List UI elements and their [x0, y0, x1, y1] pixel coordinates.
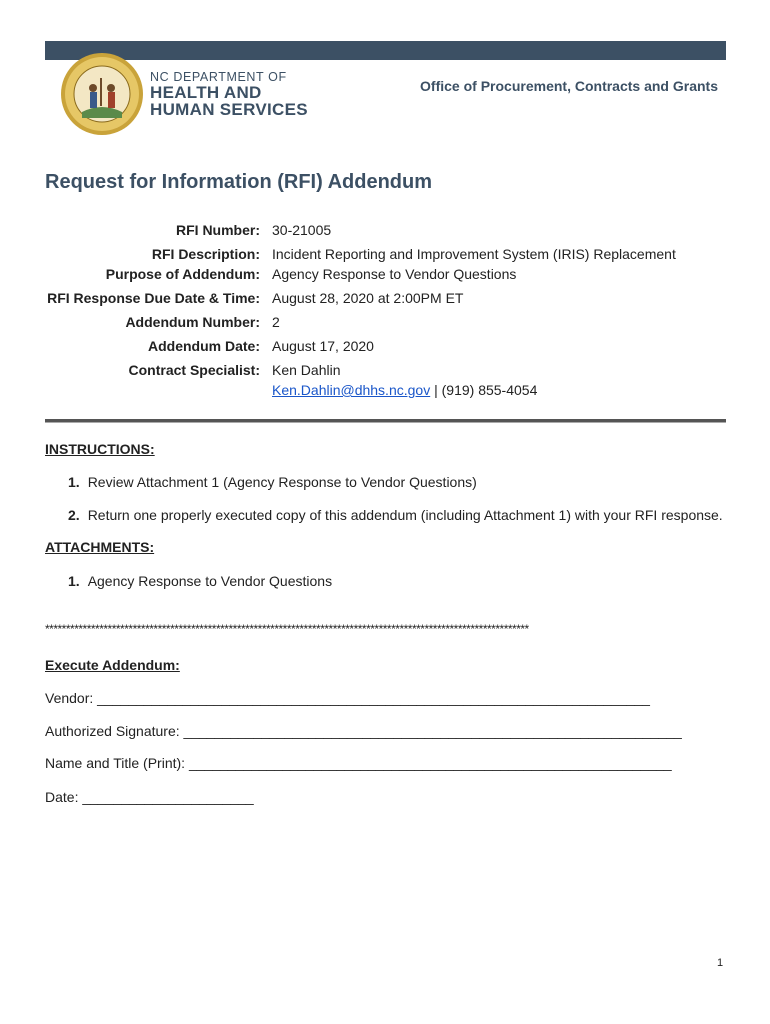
instruction-text: Review Attachment 1 (Agency Response to Vendor Questions) — [87, 474, 477, 490]
office-name: Office of Procurement, Contracts and Grants — [420, 78, 718, 94]
addendum-date-label: Addendum Date: — [148, 338, 260, 354]
attachment-item — [68, 573, 332, 589]
name-title-field: Name and Title (Print): ______________________________________________________________ — [45, 755, 672, 771]
specialist-name: Ken Dahlin — [272, 362, 341, 378]
rfi-description-value: Incident Reporting and Improvement System (IRIS) Replacement — [272, 246, 676, 262]
addendum-date-row — [45, 336, 725, 356]
authorized-signature-field: Authorized Signature: ________________________________________________________________ — [45, 723, 682, 739]
date-field: Date: ______________________ — [45, 789, 254, 805]
header-bar — [45, 41, 726, 60]
due-date-value: August 28, 2020 at 2:00PM ET — [272, 290, 464, 306]
contract-specialist-label: Contract Specialist: — [128, 362, 260, 378]
due-date-row — [45, 288, 725, 308]
addendum-number-value: 2 — [272, 314, 280, 330]
instruction-text: Return one properly executed copy of this addendum (including Attachment 1) with your RFI response. — [87, 507, 723, 523]
attachment-text: Agency Response to Vendor Questions — [87, 573, 333, 589]
instruction-item — [68, 507, 723, 523]
dept-line-2: HEALTH AND — [150, 82, 262, 102]
rfi-number-row — [45, 220, 725, 240]
rfi-description-row — [45, 244, 725, 264]
page-number: 1 — [717, 957, 724, 969]
instruction-number: 2. — [68, 507, 80, 523]
addendum-number-row — [45, 312, 725, 332]
dept-line-3: HUMAN SERVICES — [150, 99, 308, 119]
rfi-info-table — [45, 220, 725, 400]
vendor-field: Vendor: _______________________________________________________________________ — [45, 690, 650, 706]
specialist-email-link[interactable]: Ken.Dahlin@dhhs.nc.gov — [272, 382, 431, 398]
specialist-contact — [272, 380, 725, 400]
purpose-label: Purpose of Addendum: — [105, 266, 260, 282]
contract-specialist-row — [45, 360, 725, 400]
page-title: Request for Information (RFI) Addendum — [45, 171, 433, 193]
nc-state-seal-icon — [60, 52, 144, 136]
department-name — [150, 71, 308, 118]
section-divider — [45, 419, 726, 423]
instruction-number: 1. — [68, 474, 80, 490]
specialist-phone: | (919) 855-4054 — [430, 382, 538, 398]
instruction-item — [68, 474, 477, 490]
rfi-number-label: RFI Number: — [176, 222, 260, 238]
purpose-value: Agency Response to Vendor Questions — [272, 266, 517, 282]
due-date-label: RFI Response Due Date & Time: — [47, 290, 260, 306]
execute-addendum-heading: Execute Addendum: — [45, 657, 180, 673]
purpose-row — [45, 264, 725, 284]
addendum-number-label: Addendum Number: — [125, 314, 260, 330]
rfi-description-label: RFI Description: — [151, 246, 260, 262]
instructions-heading: INSTRUCTIONS: — [45, 441, 155, 457]
rfi-number-value: 30-21005 — [272, 222, 332, 238]
asterisk-separator: ******************************************************************************************************************** — [45, 622, 529, 636]
contract-specialist-value — [272, 360, 725, 400]
addendum-date-value: August 17, 2020 — [272, 338, 374, 354]
attachment-number: 1. — [68, 573, 80, 589]
attachments-heading: ATTACHMENTS: — [45, 539, 155, 555]
dept-line-1: NC DEPARTMENT OF — [150, 70, 287, 84]
